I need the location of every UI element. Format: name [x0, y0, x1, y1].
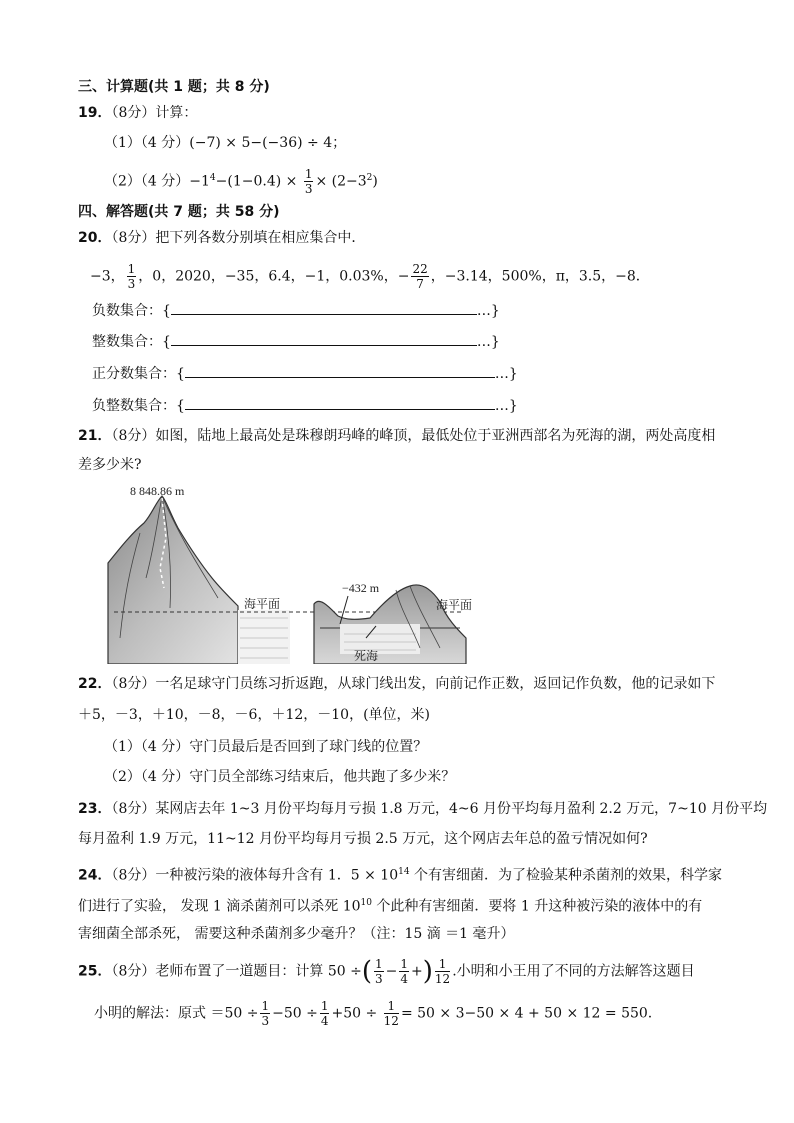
question-20-stem: [78, 228, 365, 248]
fraction: $\frac{1}{12}$: [383, 999, 399, 1028]
solution-label: 小明的解法：原式 ＝50 ÷: [94, 1005, 259, 1022]
question-24-stem-line-3: 害细菌全部杀死， 需要这种杀菌剂多少毫升？（注：15 滴 ＝1 毫升）: [78, 926, 515, 942]
math-term: ): [372, 173, 378, 190]
question-22-part-1: （1）（4 分）守门员最后是否回到了球门线的位置？: [104, 739, 428, 755]
math-term: × (2−3: [315, 173, 367, 190]
set-end: …}: [476, 334, 500, 350]
set-label: 负数集合：{: [92, 303, 171, 319]
question-21-stem-cont: 差多少米?: [78, 457, 142, 473]
question-score: （8分）: [111, 801, 156, 817]
xiaoming-solution: [94, 1000, 652, 1027]
exponent: 14: [398, 867, 410, 877]
number-list-part: ，0，2020，−35，6.4，−1，0.03%，−: [138, 268, 410, 285]
question-number: 22．: [78, 676, 112, 692]
question-21-stem: [78, 426, 715, 446]
everest-mountain: [108, 496, 238, 664]
sea-level-label-left: 海平面: [244, 597, 281, 611]
exponent: 2: [366, 173, 373, 183]
exponent: 4: [209, 173, 216, 183]
question-text: 一名足球守门员练习折返跑，从球门线出发，向前记作正数，返回记作负数，他的记录如下: [155, 676, 716, 692]
question-20-number-list: [90, 263, 650, 290]
section-4-title: 四、解答题(共 7 题；共 58 分): [78, 204, 280, 220]
question-text: 个有害细菌．为了检验某种杀菌剂的效果，科学家: [409, 867, 723, 884]
number-list-part: −3，: [90, 268, 125, 285]
question-number: 19．: [78, 105, 112, 121]
number-list-part: ，−3.14，500%，π，3.5，−8．: [430, 268, 650, 285]
math-term: +50 ÷: [331, 1005, 382, 1022]
math-term: −(1−0.4) ×: [215, 173, 298, 190]
question-24-stem-line-2: [78, 893, 702, 917]
question-score: （8分）: [111, 867, 156, 884]
question-19-part-1: [104, 133, 346, 153]
question-24-stem: [78, 862, 722, 886]
question-score: （8分）: [111, 230, 156, 246]
operator: −: [385, 963, 398, 980]
question-number: 25．: [78, 963, 112, 980]
section-3-title: 三、计算题(共 1 题；共 8 分): [78, 79, 270, 95]
right-paren: ): [422, 956, 433, 987]
question-text: 如图，陆地上最高处是珠穆朗玛峰的峰顶，最低处位于亚洲西部名为死海的湖，两处高度相: [155, 428, 716, 444]
peak-height-label: 8 848.86 m: [130, 484, 185, 498]
math-term: −1: [189, 173, 210, 190]
question-text: 计算：: [155, 105, 198, 121]
question-text: 一种被污染的液体每升含有 1．5 × 10: [155, 867, 399, 884]
set-end: …}: [494, 398, 518, 414]
left-paren: (: [361, 956, 373, 987]
question-number: 24．: [78, 867, 112, 884]
set-label: 负整数集合：{: [92, 398, 185, 414]
question-22-part-2: （2）（4 分）守门员全部练习结束后，他共跑了多少米？: [104, 769, 456, 785]
question-19-stem: [78, 103, 197, 123]
set-end: …}: [476, 303, 500, 319]
fraction: $\frac{1}{3}$: [127, 262, 136, 291]
question-text: .小明和小王用了不同的方法解答这题目: [452, 963, 695, 980]
question-23-stem-cont: 每月盈利 1.9 万元，11~12 月份平均每月亏损 2.5 万元，这个网店去年总的盈亏情况如何?: [78, 831, 648, 847]
answer-blank[interactable]: [185, 397, 495, 410]
part-label: （1）（4 分）: [104, 135, 190, 151]
set-end: …}: [494, 366, 518, 382]
question-23-stem: [78, 799, 767, 819]
fraction: $\frac{22}{7}$: [412, 262, 428, 291]
fraction: $\frac{1}{3}$: [261, 999, 270, 1028]
question-number: 21．: [78, 428, 112, 444]
question-score: （8分）: [111, 428, 156, 444]
mountain-dead-sea-figure: [100, 478, 480, 664]
question-19-part-2: [104, 168, 378, 195]
set-positive-fractions: [92, 364, 518, 384]
question-text: 个此种有害细菌．要将 1 升这种被污染的液体中的有: [371, 898, 703, 915]
fraction: $\frac{1}{3}$: [375, 957, 383, 986]
fraction: $\frac{1}{4}$: [320, 999, 329, 1028]
question-number: 23．: [78, 801, 112, 817]
set-negative-numbers: [92, 301, 500, 321]
operator: +: [411, 963, 423, 980]
question-score: （8分）: [111, 963, 156, 980]
math-expression: (−7) × 5−(−36) ÷ 4；: [189, 135, 347, 151]
set-label: 整数集合：{: [92, 334, 171, 350]
question-22-stem: [78, 674, 715, 694]
answer-blank[interactable]: [171, 333, 477, 346]
fraction: $\frac{1}{12}$: [434, 957, 451, 986]
question-text: 们进行了实验， 发现 1 滴杀菌剂可以杀死 10: [78, 898, 361, 915]
answer-blank[interactable]: [185, 365, 495, 378]
set-negative-integers: [92, 396, 518, 416]
question-text: 把下列各数分别填在相应集合中．: [155, 230, 366, 246]
question-number: 20．: [78, 230, 112, 246]
answer-blank[interactable]: [171, 302, 477, 315]
question-score: （8分）: [111, 105, 156, 121]
lowest-point-label: −432 m: [342, 581, 380, 595]
question-25-stem: [78, 958, 695, 985]
fraction: $\frac{1}{4}$: [400, 957, 409, 986]
exponent: 10: [360, 898, 372, 908]
set-label: 正分数集合：{: [92, 366, 185, 382]
dead-sea-water: [340, 624, 420, 654]
part-label: （2）（4 分）: [104, 173, 190, 190]
fraction: $\frac{1}{3}$: [304, 167, 313, 197]
question-text: 某网店去年 1~3 月份平均每月亏损 1.8 万元，4~6 月份平均每月盈利 2.2 万元，7~10 月份平均: [155, 801, 768, 817]
sea-level-label-right: 海平面: [436, 598, 473, 612]
dead-sea-label: 死海: [354, 649, 379, 663]
question-text: 老师布置了一道题目：计算 50 ÷: [155, 963, 362, 980]
question-22-records: ＋5，－3，＋10，－8，－6，＋12，－10，(单位，米): [78, 707, 430, 723]
question-score: （8分）: [111, 676, 156, 692]
set-integers: [92, 332, 500, 352]
math-term: −50 ÷: [272, 1005, 318, 1022]
math-term: = 50 × 3−50 × 4 + 50 × 12 = 550.: [400, 1005, 653, 1022]
